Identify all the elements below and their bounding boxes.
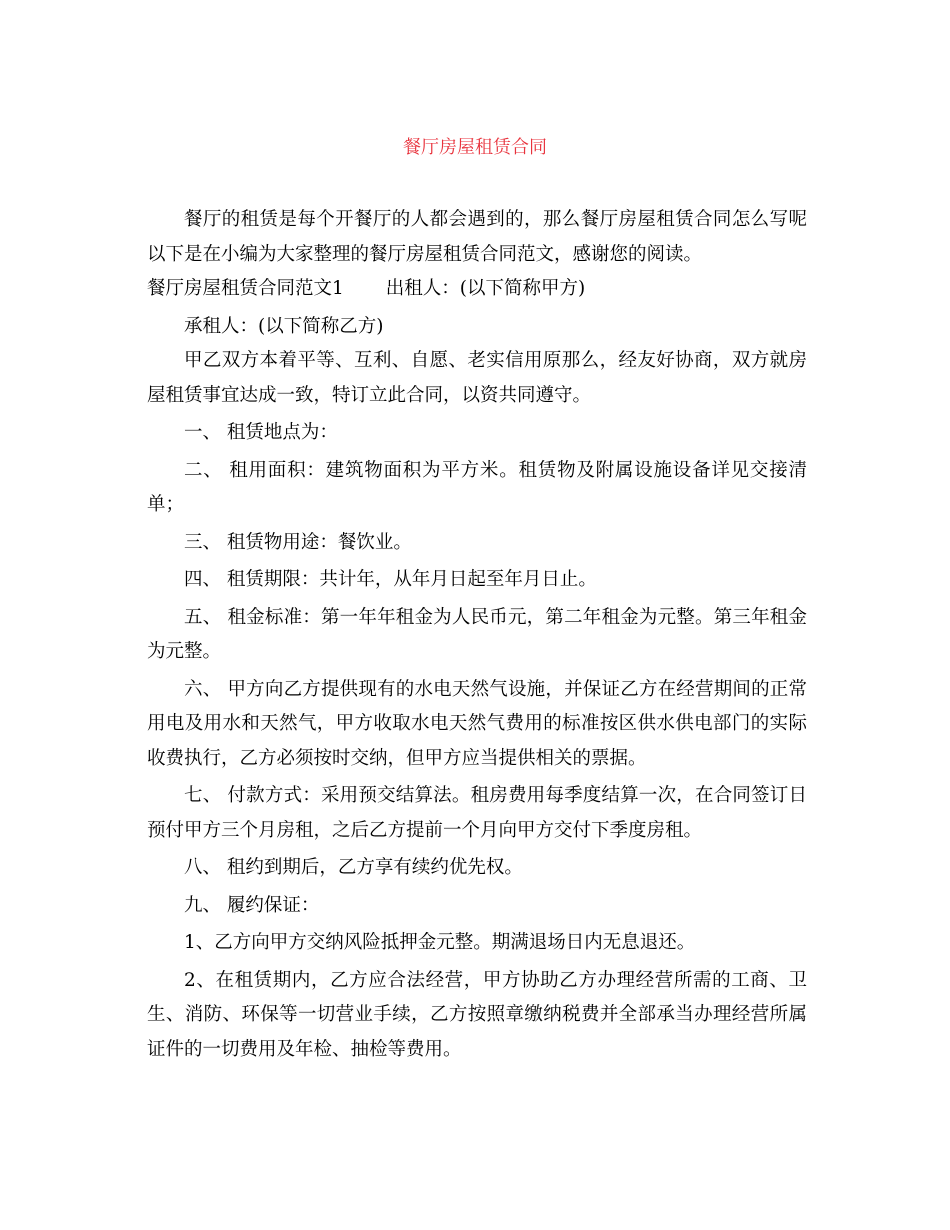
clause-6: 六、 甲方向乙方提供现有的水电天然气设施，并保证乙方在经营期间的正常用电及用水和天然气，甲方收取水电天然气费用的标准按区供水供电部门的实际收费执行，乙方必须按时交纳，但甲方应当提供相关的票据。	[147, 678, 807, 769]
clause-1: 一、 租赁地点为：	[184, 422, 338, 443]
preamble-paragraph: 甲乙双方本着平等、互利、自愿、老实信用原那么，经友好协商，双方就房屋租赁事宜达成一致，特订立此合同，以资共同遵守。	[147, 350, 807, 406]
lessor-line: 出租人：(以下简称甲方)	[385, 278, 586, 299]
sample-heading-line	[147, 272, 807, 307]
intro-paragraph: 餐厅的租赁是每个开餐厅的人都会遇到的，那么餐厅房屋租赁合同怎么写呢以下是在小编为大家整理的餐厅房屋租赁合同范文，感谢您的阅读。	[147, 209, 807, 265]
clause-2: 二、 租用面积：建筑物面积为平方米。租赁物及附属设施设备详见交接清单；	[147, 459, 807, 515]
lessee-line: 承租人：(以下简称乙方)	[184, 315, 384, 337]
clause-4: 四、 租赁期限：共计年，从年月日起至年月日止。	[184, 569, 597, 590]
document-body	[147, 203, 807, 1067]
clause-7: 七、 付款方式：采用预交结算法。租房费用每季度结算一次，在合同签订日预付甲方三个月房租，之后乙方提前一个月向甲方交付下季度房租。	[147, 785, 807, 841]
sample-heading: 餐厅房屋租赁合同范文1	[147, 278, 344, 299]
document-title: 餐厅房屋租赁合同	[403, 137, 547, 158]
clause-3: 三、 租赁物用途：餐饮业。	[184, 531, 412, 553]
sub-clause-1: 1、乙方向甲方交纳风险抵押金元整。期满退场日内无息退还。	[184, 932, 696, 953]
clause-5: 五、 租金标准：第一年年租金为人民币元，第二年租金为元整。第三年租金为元整。	[147, 606, 807, 662]
sub-clause-2: 2、在租赁期内，乙方应合法经营，甲方协助乙方办理经营所需的工商、卫生、消防、环保等一切营业手续，乙方按照章缴纳税费并全部承当办理经营所属证件的一切费用及年检、抽检等费用。	[147, 969, 807, 1060]
clause-8: 八、 租约到期后，乙方享有续约优先权。	[184, 857, 523, 878]
clause-9: 九、 履约保证：	[184, 894, 320, 916]
